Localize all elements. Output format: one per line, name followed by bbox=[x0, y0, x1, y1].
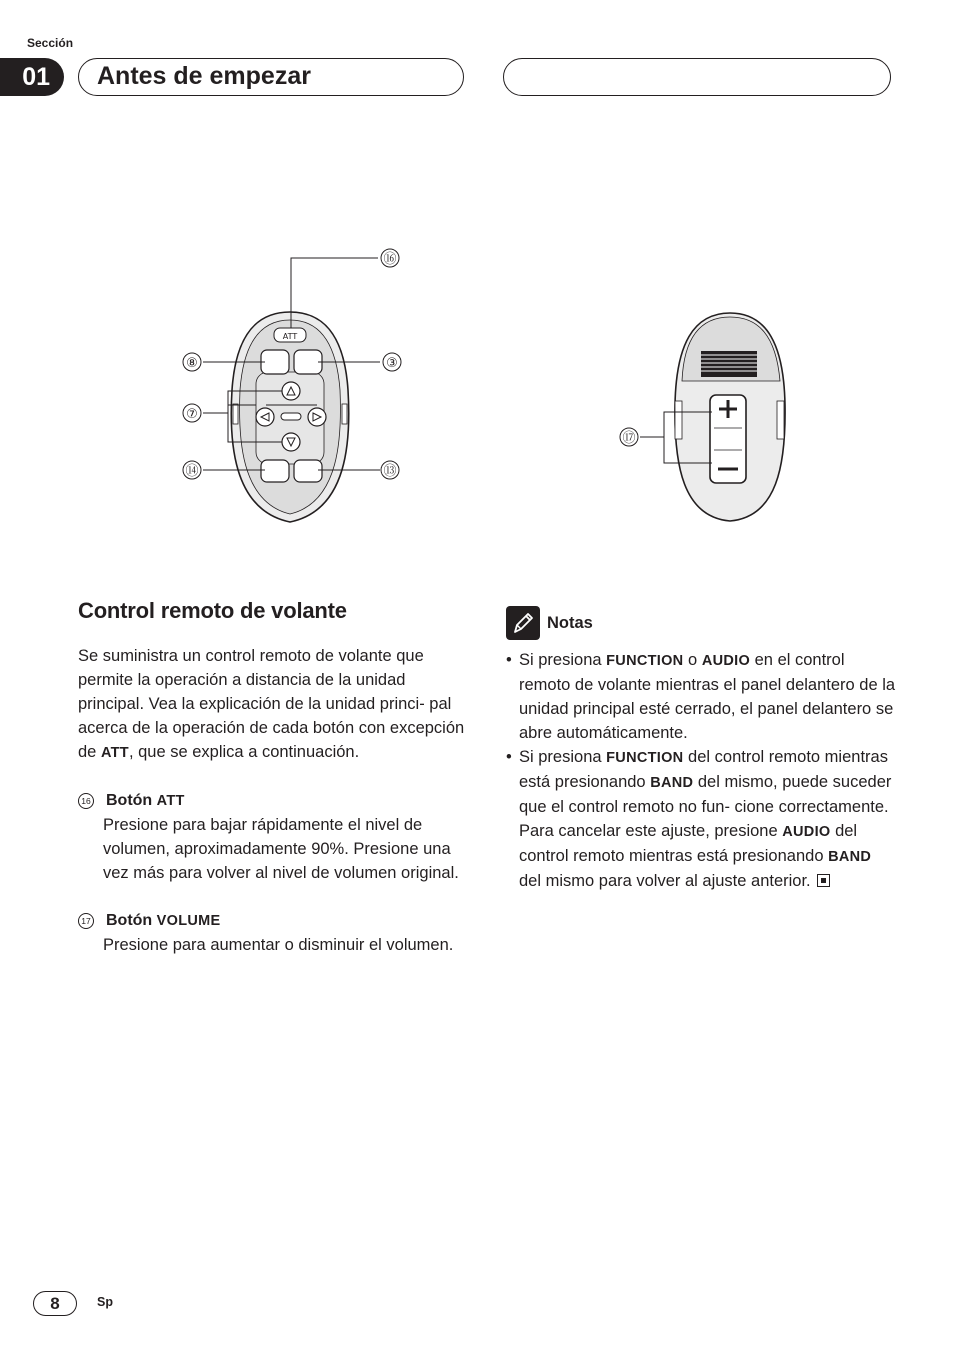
audio-key: AUDIO bbox=[782, 824, 831, 840]
empty-header-box bbox=[503, 58, 891, 96]
remote-side-clip-left bbox=[233, 404, 238, 424]
att-key: ATT bbox=[100, 745, 129, 761]
notes-list bbox=[506, 648, 896, 893]
language-code: Sp bbox=[97, 1295, 113, 1309]
item-number-badge: 17 bbox=[78, 913, 94, 929]
remote-button-13[interactable] bbox=[294, 460, 322, 482]
center-button[interactable] bbox=[281, 413, 301, 420]
note-text: Si presiona bbox=[519, 651, 607, 669]
intro-text-2: , que se explica a continuación. bbox=[128, 743, 360, 761]
page-number: 8 bbox=[33, 1291, 77, 1316]
item-number-badge: 16 bbox=[78, 793, 94, 809]
callout-17: ⑰ bbox=[622, 431, 636, 446]
section-number-badge: 01 bbox=[0, 58, 64, 96]
notes-title: Notas bbox=[547, 613, 593, 632]
note-item bbox=[506, 745, 896, 893]
note-item bbox=[506, 648, 896, 745]
end-of-section-icon bbox=[817, 874, 830, 887]
volume-control-figure bbox=[612, 305, 802, 535]
note-text: o bbox=[683, 651, 702, 669]
note-text: del mismo para volver al ajuste anterior. bbox=[519, 872, 811, 890]
remote-side-clip-right bbox=[342, 404, 347, 424]
item-att bbox=[78, 789, 468, 885]
audio-key: AUDIO bbox=[701, 653, 751, 669]
item-title bbox=[106, 789, 185, 813]
item-volume bbox=[78, 909, 468, 957]
function-key: FUNCTION bbox=[606, 750, 684, 766]
item-title-text: Botón bbox=[106, 912, 157, 929]
note-text: del control remoto mientras está presionando bbox=[519, 822, 858, 865]
item-key: ATT bbox=[156, 793, 185, 809]
remote-button-14[interactable] bbox=[261, 460, 289, 482]
item-description: Presione para bajar rápidamente el nivel de volumen, aproximadamente 90%. Presione una vez más para volver al nivel de volumen original. bbox=[103, 816, 459, 882]
intro-paragraph bbox=[78, 644, 468, 765]
notes-header bbox=[506, 606, 896, 640]
item-title bbox=[106, 909, 221, 933]
callout-8: ⑧ bbox=[186, 356, 198, 371]
remote-button-8[interactable] bbox=[261, 350, 289, 374]
callout-16: ⑯ bbox=[383, 252, 397, 267]
section-label: Sección bbox=[27, 36, 74, 50]
down-arrow-button[interactable] bbox=[282, 433, 300, 451]
volume-side-clip-right bbox=[777, 401, 784, 439]
intro-text-1: Se suministra un control remoto de volante que permite la operación a distancia de la unidad principal. Vea la explicación de la unidad princi- pal acerca de la operación de cada botón con excepción de bbox=[78, 647, 465, 761]
note-text: Si presiona bbox=[519, 748, 607, 766]
item-title-text: Botón bbox=[106, 792, 157, 809]
chapter-title: Antes de empezar bbox=[78, 58, 464, 96]
right-arrow-button[interactable] bbox=[308, 408, 326, 426]
item-key: VOLUME bbox=[156, 913, 221, 929]
callout-14: ⑭ bbox=[185, 464, 199, 479]
function-key: FUNCTION bbox=[606, 653, 684, 669]
pencil-note-icon bbox=[506, 606, 540, 640]
item-description: Presione para aumentar o disminuir el volumen. bbox=[103, 936, 454, 954]
steering-remote-figure bbox=[170, 240, 420, 530]
att-button-label: ATT bbox=[282, 332, 298, 341]
note-text: en el control remoto de volante mientras el panel delantero de la unidad principal esté cerrado, el panel delantero se abre automáticamente. bbox=[519, 651, 896, 742]
callout-7: ⑦ bbox=[186, 407, 198, 422]
callout-13: ⑬ bbox=[383, 464, 397, 479]
note-text: del mismo, puede suceder que el control remoto no fun- cione correctamente. Para cancelar este ajuste, presione bbox=[519, 773, 892, 840]
section-heading: Control remoto de volante bbox=[78, 598, 347, 623]
up-arrow-button[interactable] bbox=[282, 382, 300, 400]
band-key: BAND bbox=[828, 849, 872, 865]
main-column bbox=[78, 598, 468, 957]
volume-side-clip-left bbox=[675, 401, 682, 439]
remote-button-3[interactable] bbox=[294, 350, 322, 374]
band-key: BAND bbox=[650, 775, 694, 791]
left-arrow-button[interactable] bbox=[256, 408, 274, 426]
notes-column bbox=[506, 606, 896, 893]
note-text: del control remoto mientras está presionando bbox=[519, 748, 888, 791]
callout-3: ③ bbox=[386, 356, 398, 371]
